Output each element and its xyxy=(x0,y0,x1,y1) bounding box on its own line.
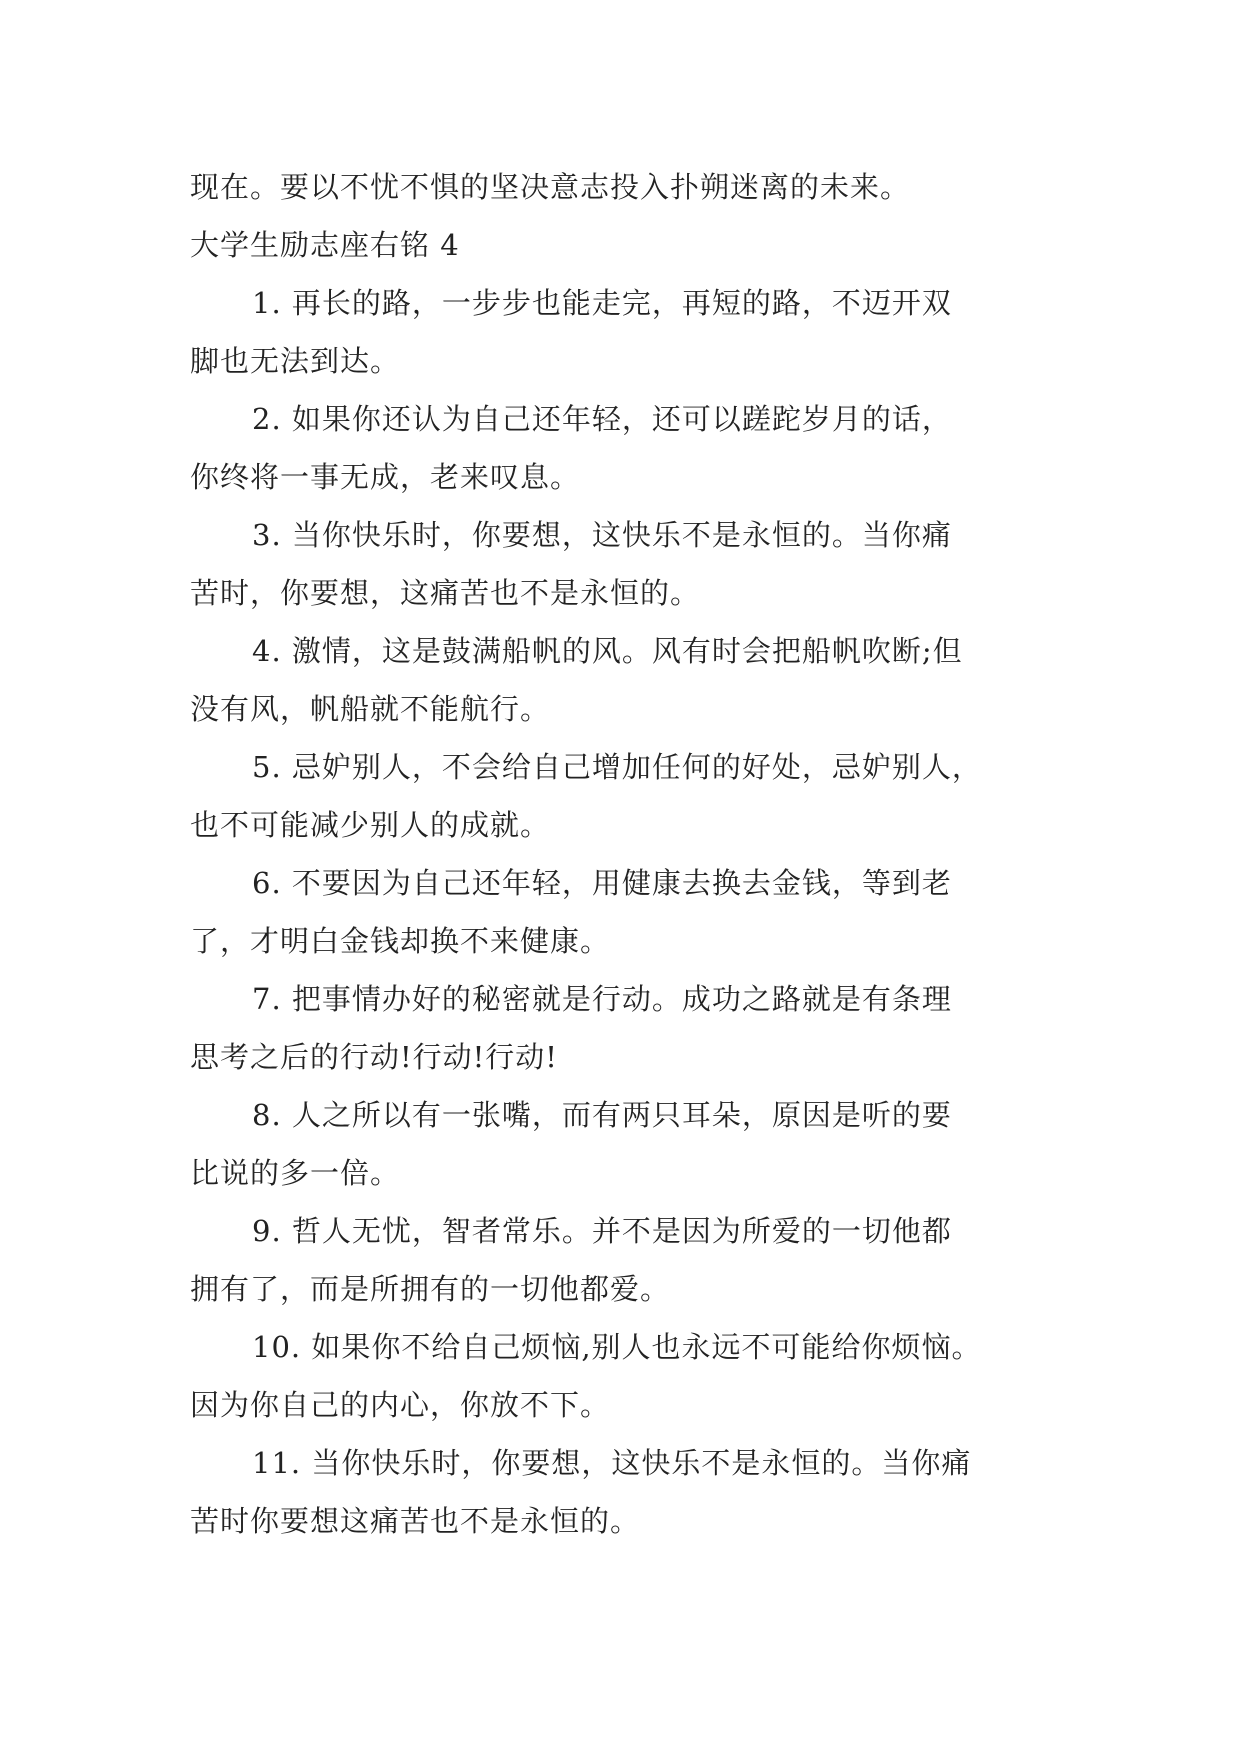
section-title: 大学生励志座右铭 4 xyxy=(190,228,460,262)
motto-item xyxy=(190,1202,1052,1318)
motto-item xyxy=(190,1086,1052,1202)
motto-line-2: 比说的多一倍。 xyxy=(190,1156,401,1190)
motto-item xyxy=(190,390,1052,506)
motto-item xyxy=(190,970,1052,1086)
motto-line-1: 11. 当你快乐时，你要想，这快乐不是永恒的。当你痛 xyxy=(252,1446,972,1480)
motto-line-2: 你终将一事无成，老来叹息。 xyxy=(190,460,581,494)
motto-line-1: 5. 忌妒别人，不会给自己增加任何的好处，忌妒别人， xyxy=(252,750,982,784)
motto-line-1: 10. 如果你不给自己烦恼,别人也永远不可能给你烦恼。 xyxy=(252,1330,982,1364)
motto-item xyxy=(190,274,1052,390)
motto-line-1: 4. 激情，这是鼓满船帆的风。风有时会把船帆吹断;但 xyxy=(252,634,963,668)
motto-line-1: 1. 再长的路，一步步也能走完，再短的路，不迈开双 xyxy=(252,286,952,320)
motto-line-1: 3. 当你快乐时，你要想，这快乐不是永恒的。当你痛 xyxy=(252,518,952,552)
motto-line-2: 拥有了，而是所拥有的一切他都爱。 xyxy=(190,1272,671,1306)
motto-item xyxy=(190,1434,1052,1550)
motto-line-2: 脚也无法到达。 xyxy=(190,344,401,378)
motto-item xyxy=(190,738,1052,854)
motto-list xyxy=(190,274,1052,1550)
motto-item xyxy=(190,622,1052,738)
document-page xyxy=(190,158,1052,1550)
motto-line-2: 了，才明白金钱却换不来健康。 xyxy=(190,924,611,958)
motto-line-2: 苦时你要想这痛苦也不是永恒的。 xyxy=(190,1504,641,1538)
motto-line-2: 苦时，你要想，这痛苦也不是永恒的。 xyxy=(190,576,701,610)
motto-line-1: 6. 不要因为自己还年轻，用健康去换去金钱，等到老 xyxy=(252,866,952,900)
motto-line-2: 也不可能减少别人的成就。 xyxy=(190,808,551,842)
motto-item xyxy=(190,506,1052,622)
intro-tail-text: 现在。要以不忧不惧的坚决意志投入扑朔迷离的未来。 xyxy=(190,170,911,204)
motto-line-1: 8. 人之所以有一张嘴，而有两只耳朵，原因是听的要 xyxy=(252,1098,952,1132)
motto-line-1: 7. 把事情办好的秘密就是行动。成功之路就是有条理 xyxy=(252,982,952,1016)
motto-line-1: 2. 如果你还认为自己还年轻，还可以蹉跎岁月的话， xyxy=(252,402,952,436)
motto-item xyxy=(190,854,1052,970)
motto-line-2: 没有风，帆船就不能航行。 xyxy=(190,692,551,726)
motto-item xyxy=(190,1318,1052,1434)
motto-line-2: 因为你自己的内心，你放不下。 xyxy=(190,1388,611,1422)
motto-line-1: 9. 哲人无忧，智者常乐。并不是因为所爱的一切他都 xyxy=(252,1214,952,1248)
motto-line-2: 思考之后的行动!行动!行动! xyxy=(190,1040,558,1074)
